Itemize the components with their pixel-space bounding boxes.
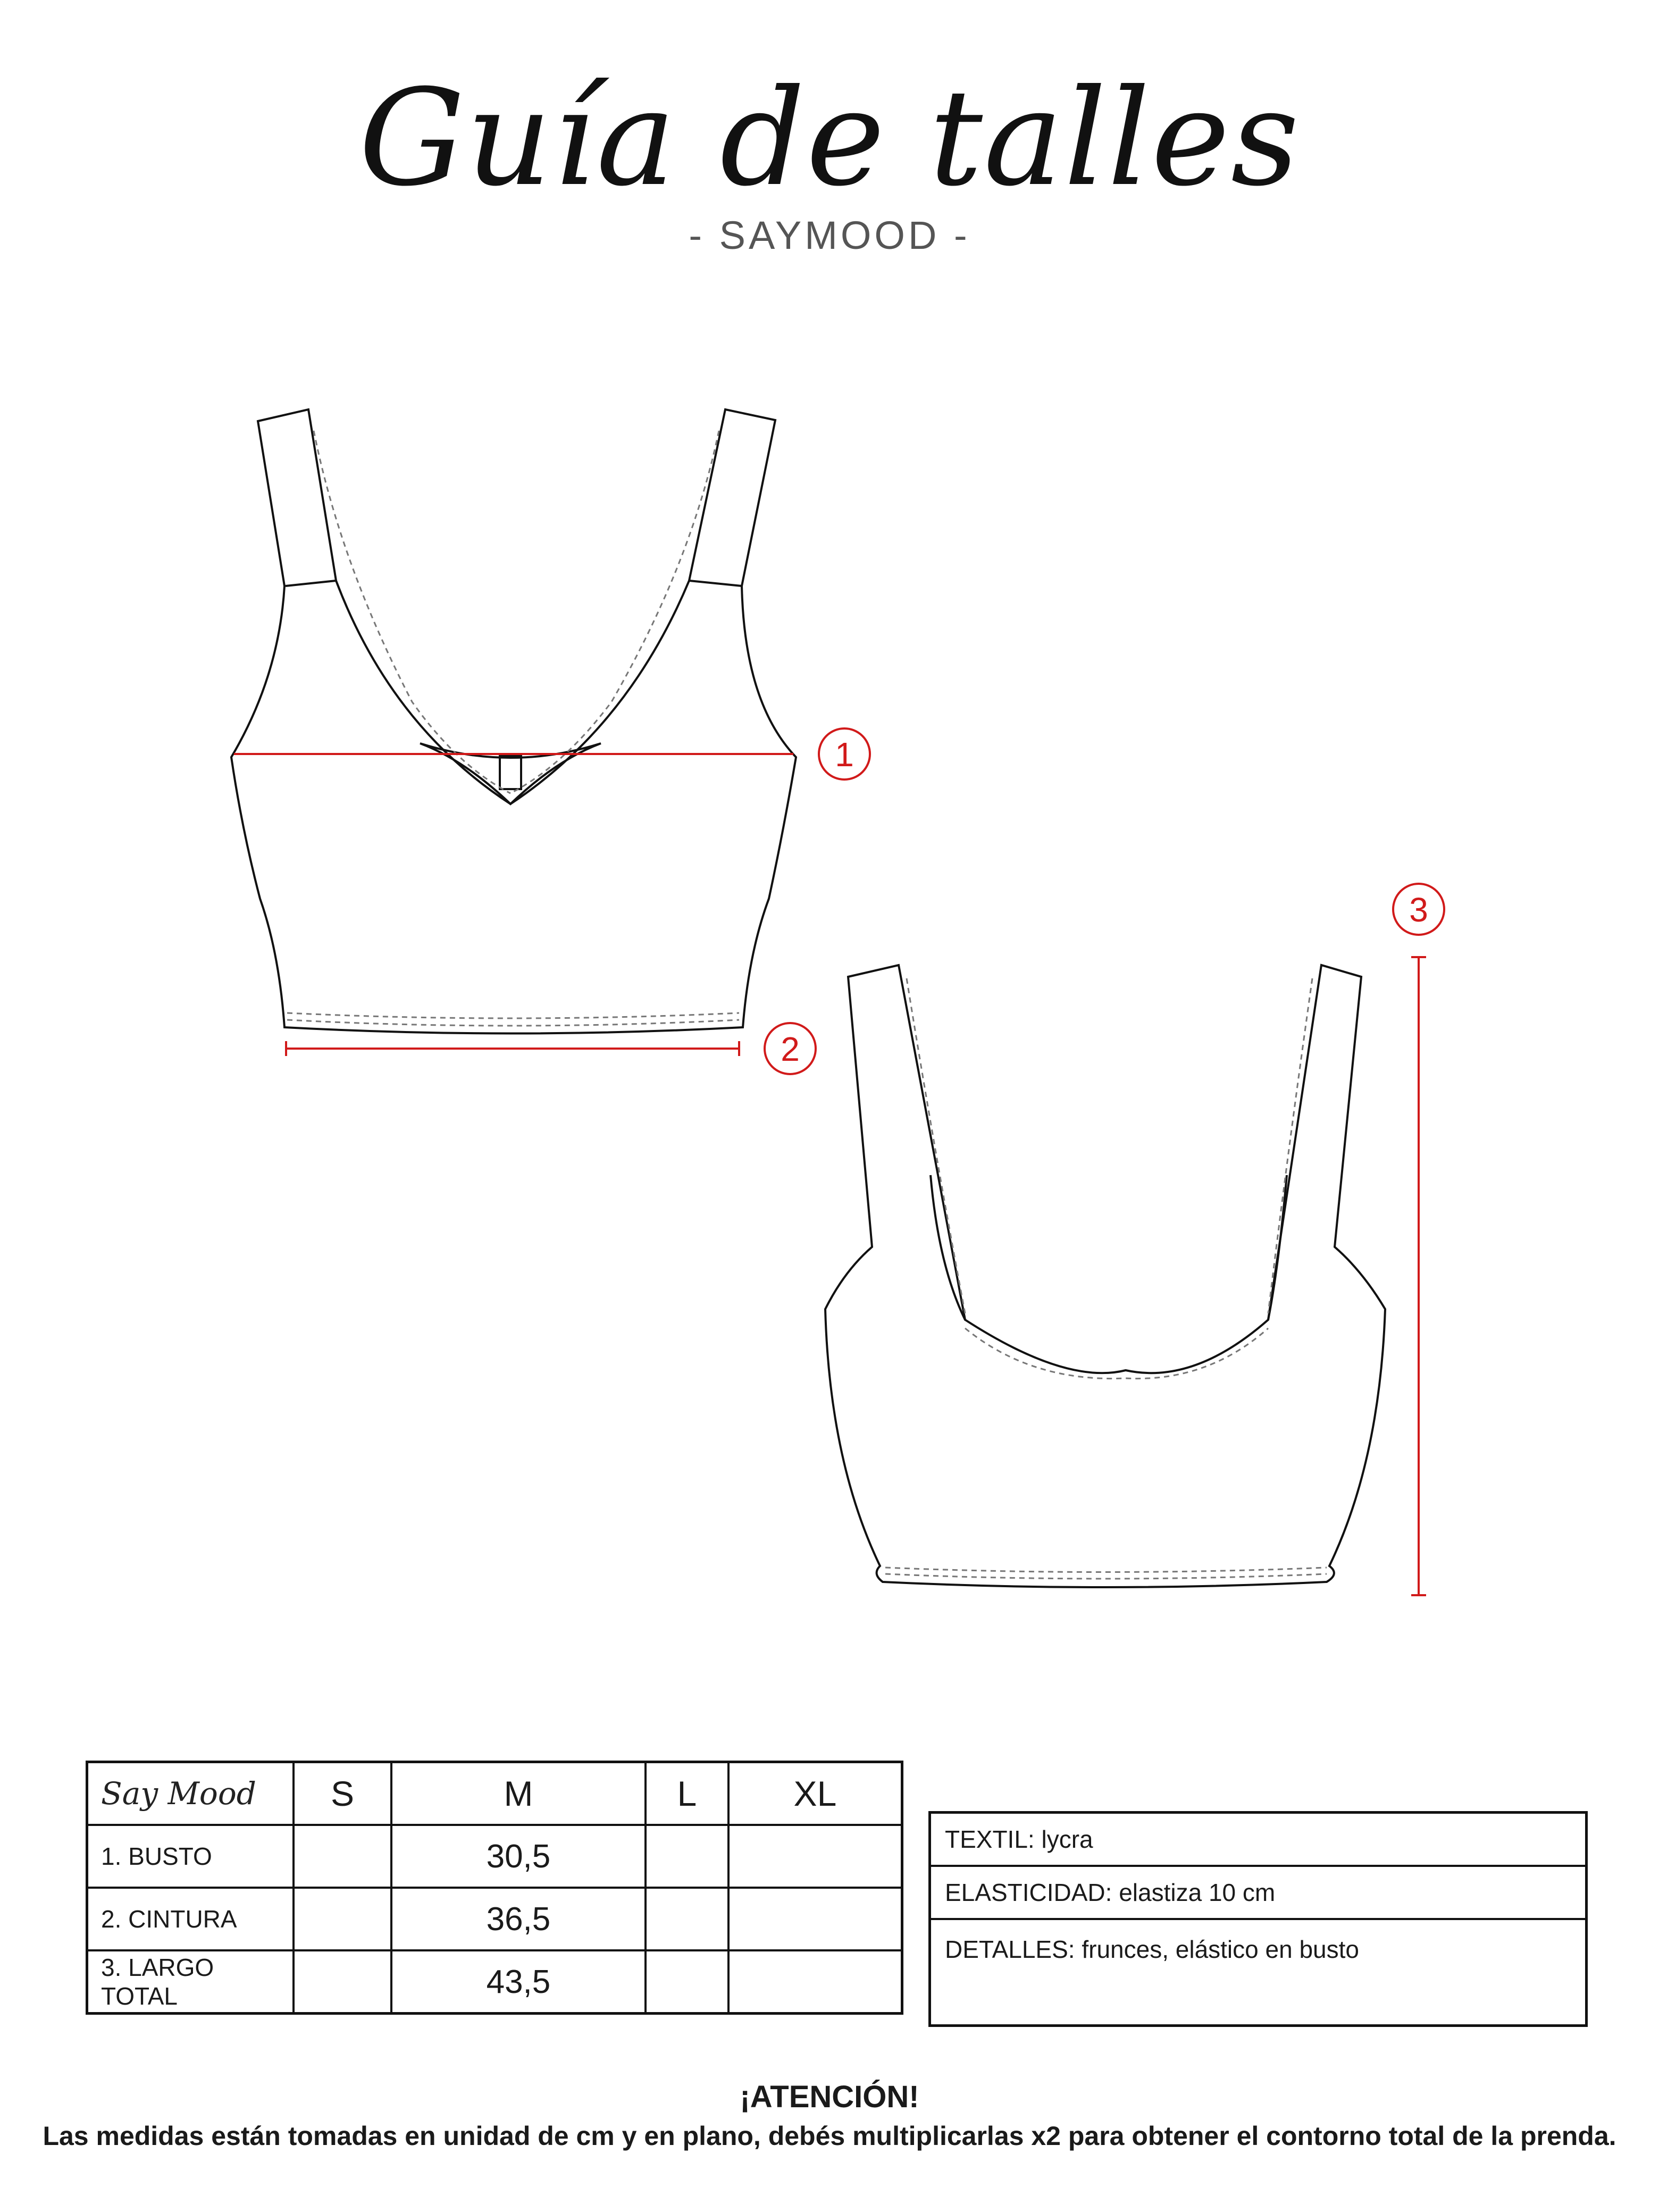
cell-value (294, 1950, 391, 2014)
cell-value: 43,5 (391, 1950, 646, 2014)
row-label-cintura: 2. CINTURA (87, 1888, 294, 1950)
cell-value (728, 1950, 902, 2014)
detail-elasticidad: ELASTICIDAD: elastiza 10 cm (930, 1866, 1587, 1919)
details-table (928, 1811, 1588, 2027)
cell-value (728, 1888, 902, 1950)
table-row (87, 1888, 902, 1950)
marker-label-1: 1 (835, 735, 854, 774)
size-header-l: L (646, 1762, 728, 1825)
cell-value (646, 1888, 728, 1950)
cell-value (646, 1950, 728, 2014)
back-inner-lining (931, 1175, 965, 1320)
cell-value (646, 1825, 728, 1888)
size-table (86, 1761, 903, 2015)
table-row (930, 1866, 1587, 1919)
front-view (231, 409, 796, 1034)
front-outline (231, 409, 796, 1034)
cell-value (728, 1825, 902, 1888)
size-header-s: S (294, 1762, 391, 1825)
page-title: Guía de talles (358, 61, 1301, 215)
detail-detalles: DETALLES: frunces, elástico en busto (930, 1919, 1587, 2026)
cell-value (294, 1888, 391, 1950)
row-label-busto: 1. BUSTO (87, 1825, 294, 1888)
size-header-xl: XL (728, 1762, 902, 1825)
notice-title: ¡ATENCIÓN! (740, 2080, 919, 2114)
table-row (87, 1825, 902, 1888)
brand-subtitle: - SAYMOOD - (689, 213, 970, 257)
marker-label-3: 3 (1409, 891, 1428, 929)
detail-textil: TEXTIL: lycra (930, 1813, 1587, 1866)
front-strap-seam-left (286, 581, 336, 586)
cell-value: 30,5 (391, 1825, 646, 1888)
table-row (930, 1813, 1587, 1866)
table-row (87, 1950, 902, 2014)
size-header-m: M (391, 1762, 646, 1825)
front-keyhole (500, 756, 521, 789)
back-view (825, 965, 1385, 1587)
cell-value (294, 1825, 391, 1888)
row-label-largo-total: 3. LARGO TOTAL (87, 1950, 294, 2014)
notice-text: Las medidas están tomadas en unidad de cm y en plano, debés multiplicarlas x2 para obtener el contorno total de la prenda. (43, 2121, 1616, 2151)
size-header-row (87, 1762, 902, 1825)
front-strap-seam-right (689, 581, 742, 586)
cell-value: 36,5 (391, 1888, 646, 1950)
table-row (930, 1919, 1587, 2026)
marker-label-2: 2 (781, 1030, 800, 1068)
brand-signature: Say Mood (87, 1762, 294, 1825)
